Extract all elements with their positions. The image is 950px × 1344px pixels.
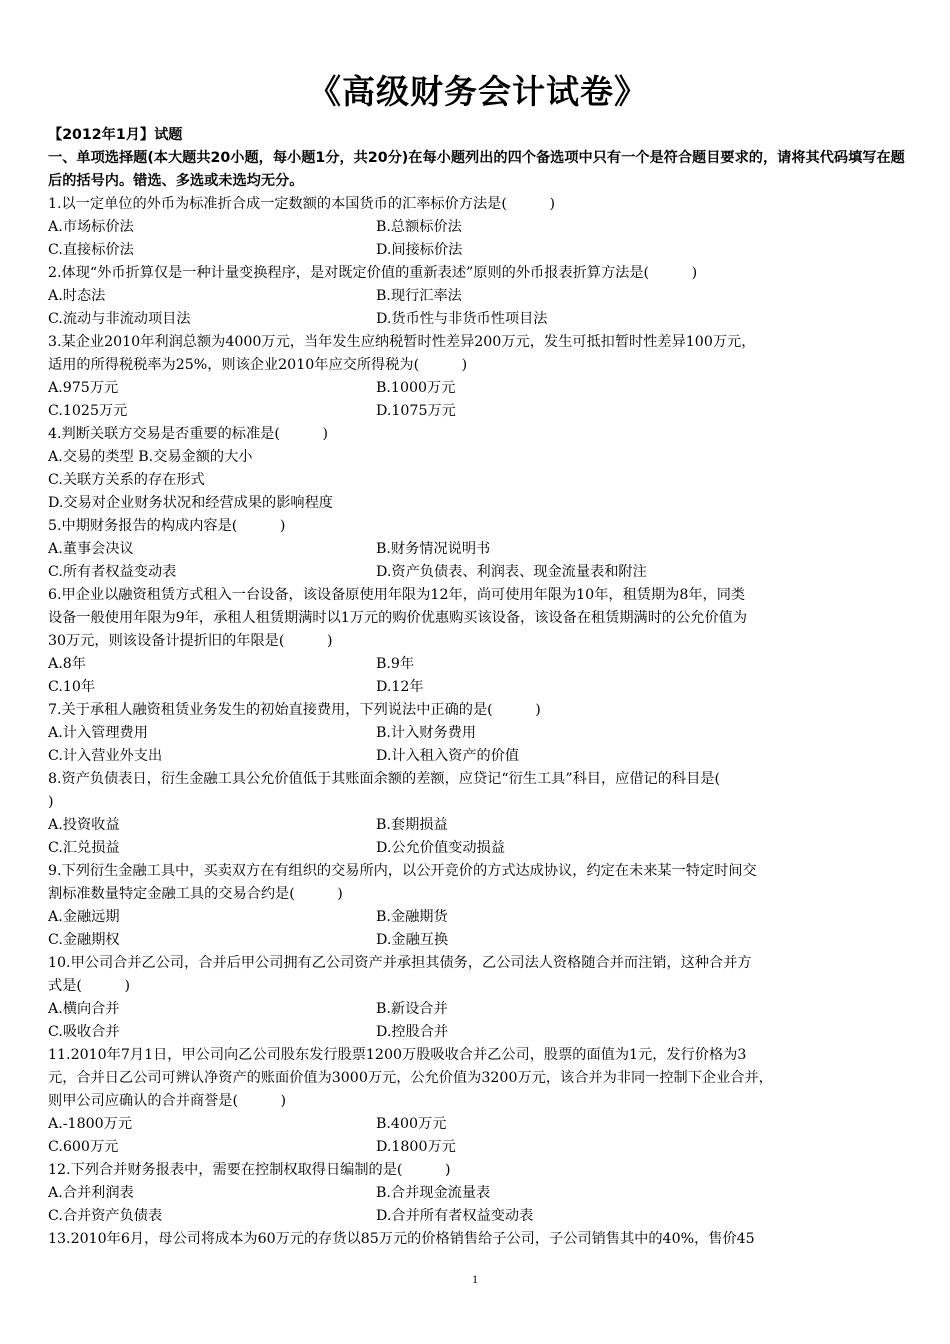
answer-option: C.10年 — [48, 679, 96, 695]
question-7 — [48, 699, 908, 768]
answer-option: C.吸收合并 — [48, 1024, 120, 1040]
option-grid — [48, 1113, 908, 1159]
question-line: A.交易的类型 B.交易金额的大小 — [48, 449, 253, 465]
answer-option: B.合并现金流量表 — [376, 1185, 491, 1201]
question-12 — [48, 1159, 908, 1228]
question-line: 设备一般使用年限为9年，承租人租赁期满时以1万元的购价优惠购买该设备，该设备在租赁期满时的公允价值为 — [48, 610, 748, 626]
question-line: 式是( ) — [48, 978, 131, 994]
answer-option: A.董事会决议 — [48, 541, 134, 557]
question-stem: 11.2010年7月1日，甲公司向乙公司股东发行股票1200万股吸收合并乙公司，股票的面值为1元，发行价格为3 — [48, 1047, 747, 1063]
answer-option: A.975万元 — [48, 380, 119, 396]
answer-option: D.计入租入资产的价值 — [376, 748, 520, 764]
option-grid — [48, 998, 908, 1044]
answer-option: D.1800万元 — [376, 1139, 456, 1155]
answer-option: A.计入管理费用 — [48, 725, 148, 741]
question-6 — [48, 584, 908, 699]
question-8 — [48, 768, 908, 860]
answer-option: D.控股合并 — [376, 1024, 449, 1040]
question-stem: 1.以一定单位的外币为标准折合成一定数额的本国货币的汇率标价方法是( ) — [48, 196, 555, 212]
question-stem: 8.资产负债表日，衍生金融工具公允价值低于其账面余额的差额，应贷记“衍生工具”科目，应借记的科目是( — [48, 771, 721, 787]
question-line: ) — [48, 794, 54, 810]
option-grid — [48, 906, 908, 952]
answer-option: B.财务情况说明书 — [376, 541, 491, 557]
answer-option: A.金融远期 — [48, 909, 120, 925]
answer-option: B.9年 — [376, 656, 415, 672]
question-stem: 7.关于承租人融资租赁业务发生的初始直接费用，下列说法中正确的是( ) — [48, 702, 541, 718]
answer-option: C.所有者权益变动表 — [48, 564, 177, 580]
answer-option: D.资产负债表、利润表、现金流量表和附注 — [376, 564, 647, 580]
question-stem: 3.某企业2010年利润总额为4000万元，当年发生应纳税暂时性差异200万元，发生可抵扣暂时性差异100万元， — [48, 334, 756, 350]
answer-option: D.合并所有者权益变动表 — [376, 1208, 534, 1224]
answer-option: B.总额标价法 — [376, 219, 462, 235]
answer-option: D.金融互换 — [376, 932, 449, 948]
answer-option: C.汇兑损益 — [48, 840, 120, 856]
question-stem: 10.甲公司合并乙公司，合并后甲公司拥有乙公司资产并承担其债务，乙公司法人资格随合并而注销，这种合并方 — [48, 955, 752, 971]
question-line: 则甲公司应确认的合并商誉是( ) — [48, 1093, 287, 1109]
answer-option: A.市场标价法 — [48, 219, 134, 235]
question-5 — [48, 515, 908, 584]
answer-option: C.600万元 — [48, 1139, 119, 1155]
answer-option: C.1025万元 — [48, 403, 128, 419]
answer-option: A.8年 — [48, 656, 86, 672]
question-line: 适用的所得税税率为25%，则该企业2010年应交所得税为( ) — [48, 357, 468, 373]
answer-option: B.1000万元 — [376, 380, 456, 396]
question-line: 割标准数量特定金融工具的交易合约是( ) — [48, 886, 343, 902]
answer-option: B.新设合并 — [376, 1001, 448, 1017]
question-10 — [48, 952, 908, 1044]
answer-option: D.12年 — [376, 679, 424, 695]
question-13 — [48, 1228, 908, 1251]
question-stem: 5.中期财务报告的构成内容是( ) — [48, 518, 286, 534]
question-stem: 9.下列衍生金融工具中，买卖双方在有组织的交易所内，以公开竞价的方式达成协议，约定在未来某一特定时间交 — [48, 863, 757, 879]
answer-option: C.流动与非流动项目法 — [48, 311, 191, 327]
page-title: 《高级财务会计试卷》 — [308, 72, 648, 111]
option-grid — [48, 377, 908, 423]
question-1 — [48, 193, 908, 262]
answer-option: C.金融期权 — [48, 932, 120, 948]
question-2 — [48, 262, 908, 331]
section-label: 【2012年1月】试题 — [48, 127, 183, 143]
question-list — [48, 193, 908, 1251]
answer-option: D.1075万元 — [376, 403, 456, 419]
question-line: D.交易对企业财务状况和经营成果的影响程度 — [48, 495, 333, 511]
question-9 — [48, 860, 908, 952]
question-stem: 12.下列合并财务报表中，需要在控制权取得日编制的是( ) — [48, 1162, 451, 1178]
answer-option: B.现行汇率法 — [376, 288, 462, 304]
page-number: 1 — [472, 1272, 478, 1286]
option-grid — [48, 538, 908, 584]
option-grid — [48, 653, 908, 699]
instructions: 一、单项选择题(本大题共20小题，每小题1分，共20分)在每小题列出的四个备选项中只有一个是符合题目要求的，请将其代码填写在题后的括号内。错选、多选或未选均无分。 — [48, 150, 905, 189]
answer-option: B.计入财务费用 — [376, 725, 477, 741]
answer-option: C.合并资产负债表 — [48, 1208, 163, 1224]
question-line: 元，合并日乙公司可辨认净资产的账面价值为3000万元，公允价值为3200万元，该合并为非同一控制下企业合并， — [48, 1070, 773, 1086]
question-11 — [48, 1044, 908, 1159]
question-stem: 4.判断关联方交易是否重要的标准是( ) — [48, 426, 328, 442]
question-stem: 2.体现“外币折算仅是一种计量变换程序，是对既定价值的重新表述”原则的外币报表折算方法是( ) — [48, 265, 698, 281]
answer-option: C.直接标价法 — [48, 242, 134, 258]
answer-option: D.货币性与非货币性项目法 — [376, 311, 548, 327]
answer-option: A.时态法 — [48, 288, 106, 304]
question-4 — [48, 423, 908, 515]
question-line: C.关联方关系的存在形式 — [48, 472, 205, 488]
exam-page — [48, 70, 908, 1251]
answer-option: B.金融期货 — [376, 909, 448, 925]
option-grid — [48, 814, 908, 860]
option-grid — [48, 216, 908, 262]
question-3 — [48, 331, 908, 423]
answer-option: B.套期损益 — [376, 817, 448, 833]
option-grid — [48, 722, 908, 768]
answer-option: A.合并利润表 — [48, 1185, 134, 1201]
question-stem: 6.甲企业以融资租赁方式租入一台设备，该设备原使用年限为12年，尚可使用年限为10年，租赁期为8年，同类 — [48, 587, 746, 603]
question-stem: 13.2010年6月，母公司将成本为60万元的存货以85万元的价格销售给子公司，子公司销售其中的40%，售价45 — [48, 1231, 755, 1247]
option-grid — [48, 285, 908, 331]
answer-option: A.横向合并 — [48, 1001, 120, 1017]
answer-option: A.投资收益 — [48, 817, 120, 833]
answer-option: A.-1800万元 — [48, 1116, 133, 1132]
answer-option: B.400万元 — [376, 1116, 447, 1132]
question-line: 30万元，则该设备计提折旧的年限是( ) — [48, 633, 333, 649]
answer-option: D.间接标价法 — [376, 242, 463, 258]
answer-option: C.计入营业外支出 — [48, 748, 163, 764]
answer-option: D.公允价值变动损益 — [376, 840, 505, 856]
option-grid — [48, 1182, 908, 1228]
